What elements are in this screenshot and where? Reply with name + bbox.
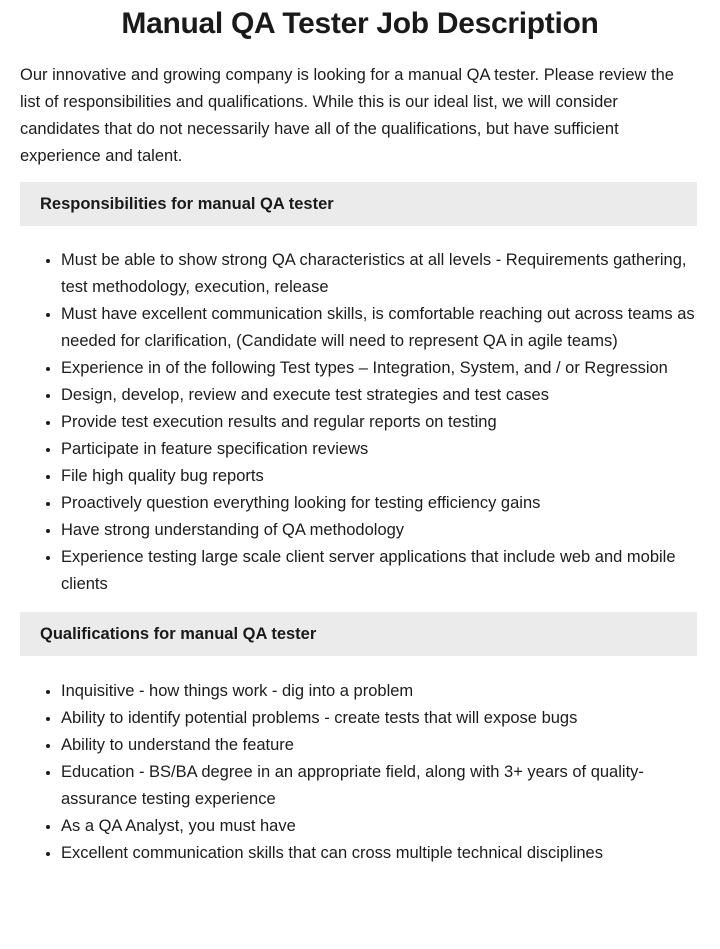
- page-title: Manual QA Tester Job Description: [121, 7, 599, 40]
- list-item: • Inquisitive - how things work - dig into a problem: [61, 678, 696, 705]
- list-item: • Must have excellent communication skills, is comfortable reaching out across teams as needed for clarification, (Candidate will need to represent QA in agile teams): [61, 301, 696, 355]
- section-heading-responsibilities: [20, 182, 697, 226]
- section-heading-qualifications: [20, 612, 697, 656]
- list-item: • As a QA Analyst, you must have: [61, 813, 696, 840]
- list-item: • Education - BS/BA degree in an appropriate field, along with 3+ years of quality-assurance testing experience: [61, 759, 696, 813]
- list-item: • Must be able to show strong QA characteristics at all levels - Requirements gathering, test methodology, execution, release: [61, 247, 696, 301]
- list-item: • Experience in of the following Test types – Integration, System, and / or Regression: [61, 355, 696, 382]
- section-heading-label: Responsibilities for manual QA tester: [40, 194, 334, 213]
- list-item: • Proactively question everything looking for testing efficiency gains: [61, 490, 696, 517]
- intro-paragraph: Our innovative and growing company is looking for a manual QA tester. Please review the list of responsibilities and qualifications. While this is our ideal list, we will consider candidates that do not necessarily have all of the qualifications, but have sufficient experience and talent.: [20, 66, 674, 165]
- list-item: • Design, develop, review and execute test strategies and test cases: [61, 382, 696, 409]
- list-item: • Provide test execution results and regular reports on testing: [61, 409, 696, 436]
- section-heading-label: Qualifications for manual QA tester: [40, 624, 317, 643]
- list-item: • Participate in feature specification reviews: [61, 436, 696, 463]
- list-item: • Have strong understanding of QA methodology: [61, 517, 696, 544]
- list-item: • Excellent communication skills that can cross multiple technical disciplines: [61, 840, 696, 867]
- list-item: • Ability to identify potential problems - create tests that will expose bugs: [61, 705, 696, 732]
- list-item: • Experience testing large scale client server applications that include web and mobile clients: [61, 544, 696, 598]
- responsibilities-list: [0, 247, 696, 598]
- list-item: • Ability to understand the feature: [61, 732, 696, 759]
- list-item: • File high quality bug reports: [61, 463, 696, 490]
- qualifications-list: [0, 678, 696, 867]
